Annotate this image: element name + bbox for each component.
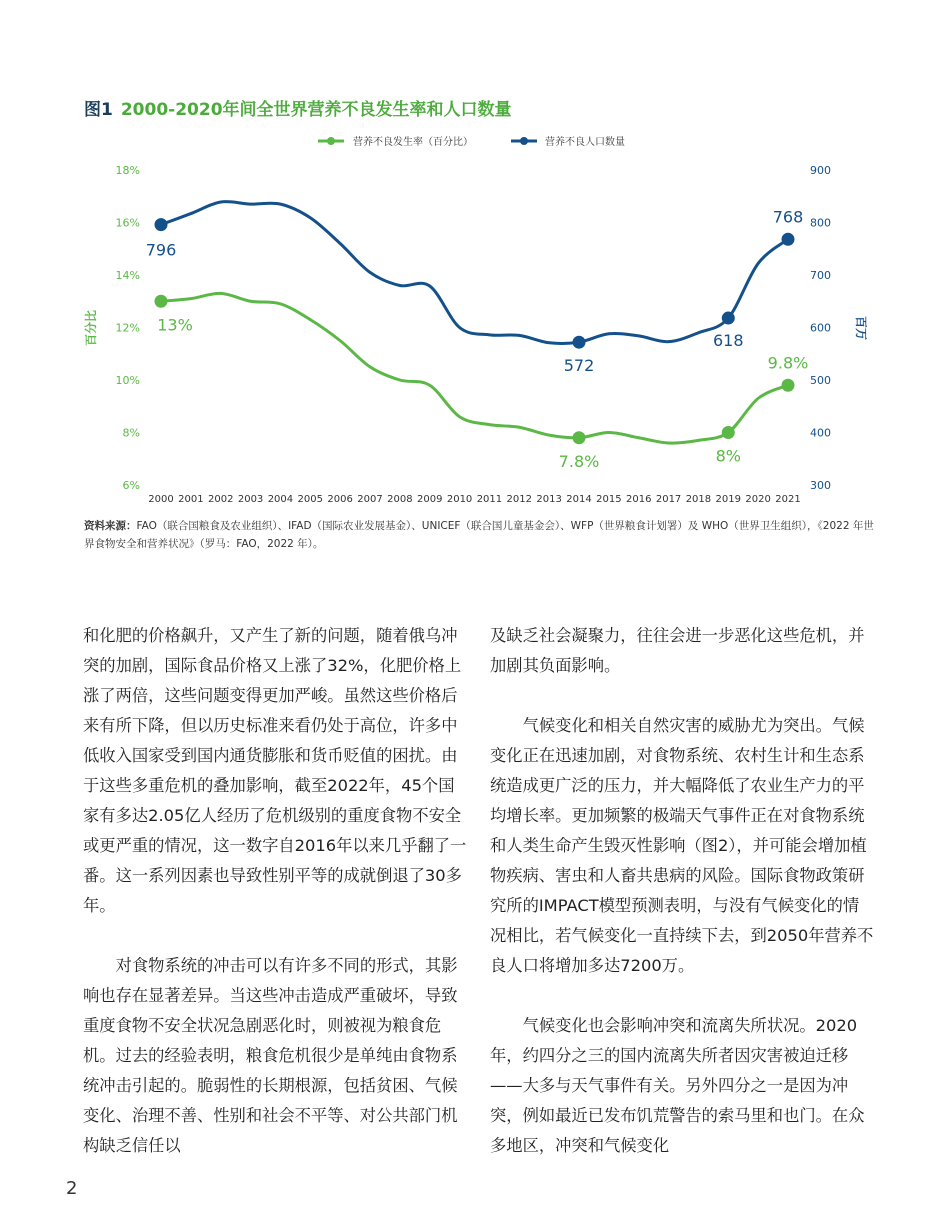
- y-right-tick-label: 300: [810, 479, 831, 492]
- y-left-tick-label: 12%: [115, 321, 140, 335]
- x-tick-label: 2004: [267, 494, 294, 505]
- data-point-1: [722, 312, 735, 325]
- data-point-1: [782, 233, 795, 246]
- y-left-tick-label: 16%: [115, 216, 140, 230]
- legend-label-1: 营养不良人口数量: [545, 137, 625, 148]
- paragraph: 气候变化也会影响冲突和流离失所状况。2020年，约四分之三的国内流离失所者因灾害被迫迁移——大多与天气事件有关。另外四分之一是因为冲突，例如最近已发布饥荒警告的索马里和也门。在众多地区，冲突和气候变化: [490, 1016, 865, 1155]
- data-point-1: [155, 218, 168, 231]
- data-point-0: [782, 379, 795, 392]
- text-column-right: [490, 621, 874, 1161]
- source-text: FAO（联合国粮食及农业组织）、IFAD（国际农业发展基金）、UNICEF（联合国儿童基金会）、WFP（世界粮食计划署）及 WHO（世界卫生组织），《2022 年世界食物安全和营养状况》（罗马：FAO，2022 年）。: [84, 520, 874, 550]
- y-right-tick-label: 600: [810, 321, 831, 335]
- x-tick-label: 2017: [655, 494, 682, 505]
- series-line-1: [161, 202, 788, 344]
- y-right-tick-label: 900: [810, 164, 831, 177]
- y-left-axis-label: 百分比: [84, 309, 98, 347]
- y-right-tick-label: 500: [810, 374, 831, 387]
- x-tick-label: 2010: [446, 494, 473, 505]
- legend-marker-1: [520, 137, 528, 145]
- x-tick-label: 2021: [775, 494, 801, 505]
- x-tick-label: 2014: [566, 494, 592, 505]
- x-tick-label: 2002: [207, 494, 234, 505]
- y-right-tick-label: 800: [810, 216, 831, 230]
- data-label-1: 768: [772, 207, 804, 227]
- data-point-0: [155, 295, 168, 308]
- y-right-axis-label: 百万: [854, 315, 868, 341]
- x-tick-label: 2020: [745, 494, 771, 505]
- source-note: [84, 517, 874, 553]
- y-right-tick-label: 700: [810, 269, 831, 282]
- paragraph: 气候变化和相关自然灾害的威胁尤为突出。气候变化正在迅速加剧，对食物系统、农村生计和生态系统造成更广泛的压力，并大幅降低了农业生产力的平均增长率。更加频繁的极端天气事件正在对食物系统和人类生命产生毁灭性影响（图2），并可能会增加植物疾病、害虫和人畜共患病的风险。国际食物政策研究所的IMPACT模型预测表明，与没有气候变化的情况相比，若气候变化一直持续下去，到2050年营养不良人口将增加多达7200万。: [490, 716, 874, 975]
- source-label: 资料来源：: [84, 520, 137, 532]
- data-label-0: 9.8%: [767, 353, 809, 373]
- data-label-0: 8%: [715, 446, 741, 466]
- x-tick-label: 2000: [148, 494, 174, 505]
- x-tick-label: 2001: [178, 494, 204, 505]
- x-tick-label: 2007: [357, 494, 383, 505]
- x-tick-label: 2012: [506, 494, 533, 505]
- y-left-tick-label: 8%: [122, 426, 140, 440]
- data-label-0: 7.8%: [558, 451, 600, 471]
- chart: [0, 0, 950, 510]
- x-tick-label: 2003: [237, 494, 264, 505]
- data-label-1: 796: [145, 240, 177, 260]
- legend-label-0: 营养不良发生率（百分比）: [353, 137, 473, 148]
- series-line-0: [161, 293, 788, 443]
- data-label-1: 618: [713, 331, 744, 351]
- x-tick-label: 2011: [476, 494, 503, 505]
- x-tick-label: 2018: [685, 494, 712, 505]
- y-left-tick-label: 10%: [115, 374, 140, 387]
- data-point-0: [722, 426, 735, 439]
- paragraph: 和化肥的价格飙升，又产生了新的问题，随着俄乌冲突的加剧，国际食品价格又上涨了32%，化肥价格上涨了两倍，这些问题变得更加严峻。虽然这些价格后来有所下降，但以历史标准来看仍处于高位，许多中低收入国家受到国内通货膨胀和货币贬值的困扰。由于这些多重危机的叠加影响，截至2022年，45个国家有多达2.05亿人经历了危机级别的重度食物不安全或更严重的情况，这一数字自2016年以来几乎翻了一番。这一系列因素也导致性别平等的成就倒退了30多年。: [83, 626, 467, 915]
- x-tick-label: 2016: [625, 494, 652, 505]
- x-tick-label: 2015: [596, 494, 622, 505]
- paragraph: 对食物系统的冲击可以有许多不同的形式，其影响也存在显著差异。当这些冲击造成严重破坏，导致重度食物不安全状况急剧恶化时，则被视为粮食危机。过去的经验表明，粮食危机很少是单纯由食物系统冲击引起的。脆弱性的长期根源，包括贫困、气候变化、治理不善、性别和社会不平等、对公共部门机构缺乏信任以: [83, 956, 458, 1155]
- figure-number: 图1: [84, 100, 113, 120]
- y-left-tick-label: 18%: [115, 164, 140, 177]
- legend-marker-0: [327, 137, 335, 145]
- data-label-1: 572: [563, 356, 595, 376]
- y-right-tick-label: 400: [810, 426, 831, 440]
- x-tick-label: 2006: [327, 494, 353, 505]
- data-label-0: 13%: [157, 315, 193, 335]
- figure-title-text: 2000-2020年间全世界营养不良发生率和人口数量: [120, 100, 512, 120]
- x-tick-label: 2019: [715, 494, 742, 505]
- x-tick-label: 2013: [536, 494, 562, 505]
- paragraph: 及缺乏社会凝聚力，往往会进一步恶化这些危机，并加剧其负面影响。: [490, 626, 865, 675]
- x-tick-label: 2005: [297, 494, 324, 505]
- text-column-left: [83, 621, 467, 1161]
- data-point-0: [573, 431, 586, 444]
- x-tick-label: 2009: [416, 494, 443, 505]
- x-tick-label: 2008: [387, 494, 413, 505]
- y-left-tick-label: 6%: [122, 479, 140, 492]
- page-number: 2: [66, 1178, 78, 1199]
- y-left-tick-label: 14%: [115, 269, 140, 282]
- data-point-1: [573, 336, 586, 349]
